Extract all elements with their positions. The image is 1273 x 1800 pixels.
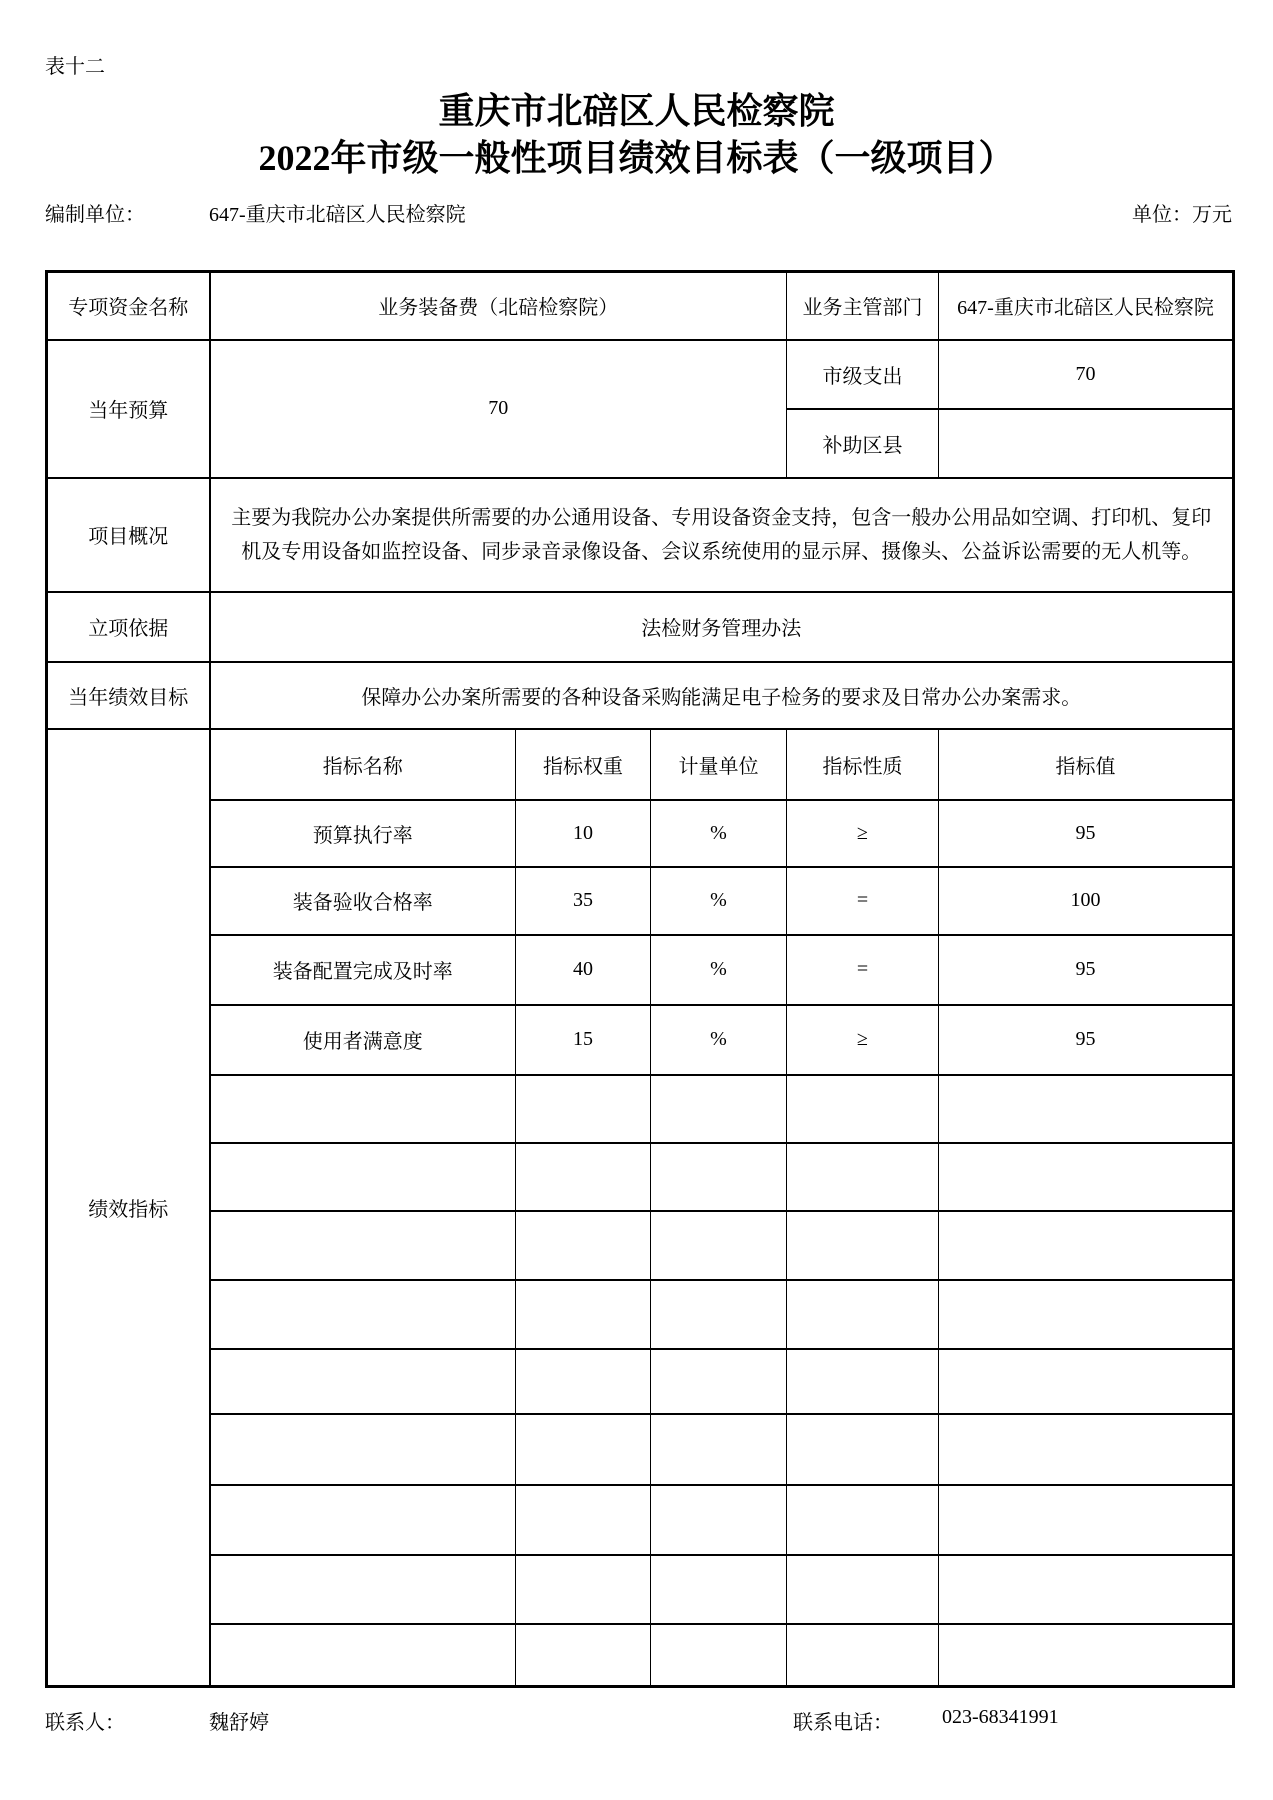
annual-budget-value: 70 <box>210 340 787 478</box>
indicator-header-unit: 计量单位 <box>651 729 787 800</box>
indicator-row <box>47 935 1234 1005</box>
row-project-basis <box>47 592 1234 662</box>
subsidy-district-label: 补助区县 <box>787 409 939 478</box>
row-annual-budget <box>47 340 1234 409</box>
empty-indicator-row <box>47 1211 1234 1280</box>
indicator-unit: % <box>651 1005 787 1075</box>
contact-value: 魏舒婷 <box>209 1712 269 1734</box>
project-basis-value: 法检财务管理办法 <box>210 592 1234 662</box>
indicator-name: 预算执行率 <box>210 800 516 867</box>
indicator-value: 100 <box>939 867 1234 935</box>
indicator-weight: 35 <box>516 867 651 935</box>
indicators-section-label: 绩效指标 <box>47 729 210 1687</box>
prepared-by-label: 编制单位： <box>45 204 145 226</box>
row-annual-target <box>47 662 1234 729</box>
phone-value: 023-68341991 <box>942 1706 1059 1728</box>
contact-label: 联系人： <box>45 1712 125 1734</box>
indicator-weight: 15 <box>516 1005 651 1075</box>
row-project-overview <box>47 478 1234 592</box>
indicator-row <box>47 800 1234 867</box>
empty-indicator-row <box>47 1624 1234 1687</box>
phone-label: 联系电话： <box>793 1712 893 1734</box>
indicator-row <box>47 1005 1234 1075</box>
project-overview-value: 主要为我院办公办案提供所需要的办公通用设备、专用设备资金支持，包含一般办公用品如空调、打印机、复印机及专用设备如监控设备、同步录音录像设备、会议系统使用的显示屏、摄像头、公益诉讼需要的无人机等。 <box>210 478 1234 592</box>
indicator-value: 95 <box>939 1005 1234 1075</box>
indicator-nature: ≥ <box>787 1005 939 1075</box>
indicator-unit: % <box>651 935 787 1005</box>
empty-indicator-row <box>47 1075 1234 1143</box>
empty-indicator-row <box>47 1143 1234 1211</box>
indicator-weight: 40 <box>516 935 651 1005</box>
row-indicator-header <box>47 729 1234 800</box>
indicator-name: 装备验收合格率 <box>210 867 516 935</box>
row-special-fund <box>47 272 1234 340</box>
indicator-name: 使用者满意度 <box>210 1005 516 1075</box>
unit-label: 单位：万元 <box>1132 204 1232 226</box>
performance-target-table <box>45 270 1235 1688</box>
competent-dept-value: 647-重庆市北碚区人民检察院 <box>939 272 1234 340</box>
empty-indicator-row <box>47 1349 1234 1414</box>
municipal-expense-label: 市级支出 <box>787 340 939 409</box>
indicator-name: 装备配置完成及时率 <box>210 935 516 1005</box>
indicator-row <box>47 867 1234 935</box>
title-line-1: 重庆市北碚区人民检察院 <box>438 91 835 131</box>
table-number-tag: 表十二 <box>45 56 105 78</box>
indicator-nature: ≥ <box>787 800 939 867</box>
empty-indicator-row <box>47 1280 1234 1349</box>
special-fund-label: 专项资金名称 <box>47 272 210 340</box>
indicator-weight: 10 <box>516 800 651 867</box>
indicator-nature: = <box>787 867 939 935</box>
title-line-2: 2022年市级一般性项目绩效目标表（一级项目） <box>258 138 1015 178</box>
municipal-expense-value: 70 <box>939 340 1234 409</box>
annual-target-label: 当年绩效目标 <box>47 662 210 729</box>
empty-indicator-row <box>47 1414 1234 1485</box>
project-basis-label: 立项依据 <box>47 592 210 662</box>
document-title <box>0 88 1273 182</box>
prepared-by-value: 647-重庆市北碚区人民检察院 <box>209 204 466 226</box>
empty-indicator-row <box>47 1485 1234 1555</box>
footer-row <box>45 1706 1232 1734</box>
meta-row <box>45 198 1232 224</box>
indicator-header-weight: 指标权重 <box>516 729 651 800</box>
annual-budget-label: 当年预算 <box>47 340 210 478</box>
indicator-unit: % <box>651 800 787 867</box>
subsidy-district-value <box>939 409 1234 478</box>
indicator-value: 95 <box>939 935 1234 1005</box>
indicator-nature: = <box>787 935 939 1005</box>
indicator-unit: % <box>651 867 787 935</box>
special-fund-value: 业务装备费（北碚检察院） <box>210 272 787 340</box>
project-overview-label: 项目概况 <box>47 478 210 592</box>
competent-dept-label: 业务主管部门 <box>787 272 939 340</box>
empty-indicator-row <box>47 1555 1234 1624</box>
annual-target-value: 保障办公办案所需要的各种设备采购能满足电子检务的要求及日常办公办案需求。 <box>210 662 1234 729</box>
indicator-header-nature: 指标性质 <box>787 729 939 800</box>
indicator-value: 95 <box>939 800 1234 867</box>
indicator-header-name: 指标名称 <box>210 729 516 800</box>
indicator-header-value: 指标值 <box>939 729 1234 800</box>
